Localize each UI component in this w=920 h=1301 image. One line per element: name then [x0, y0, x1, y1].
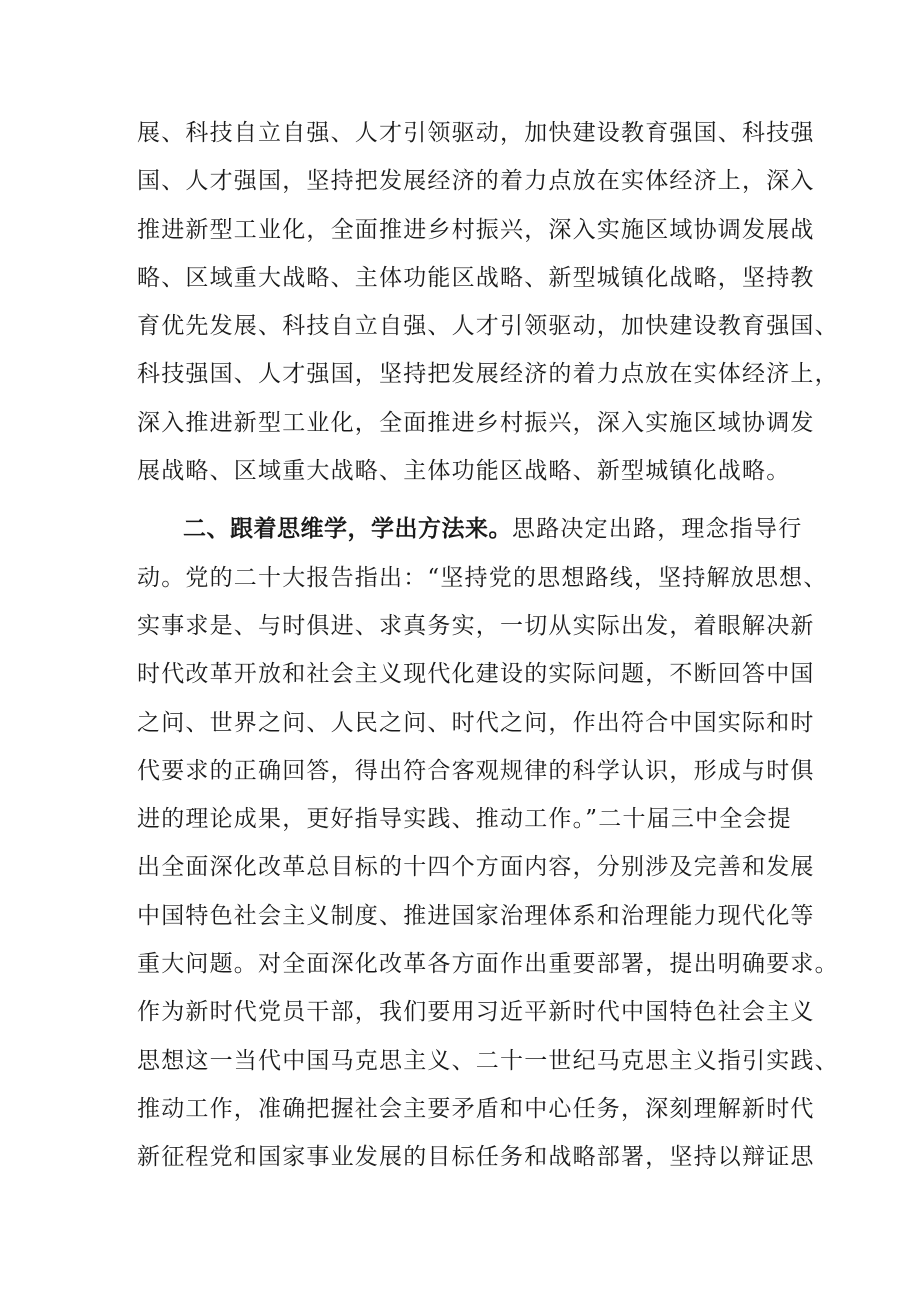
paragraph-first-line: [137, 505, 803, 553]
text-line: 深入推进新型工业化，全面推进乡村振兴，深入实施区域协调发: [137, 409, 815, 436]
text-line: 展战略、区域重大战略、主体功能区战略、新型城镇化战略。: [137, 458, 791, 485]
text-line: 进的理论成果，更好指导实践、推动工作。”二十届三中全会提: [137, 806, 792, 833]
text-line: 动。党的二十大报告指出：“坚持党的思想路线，坚持解放思想、: [137, 564, 828, 591]
text-line: 出全面深化改革总目标的十四个方面内容，分别涉及完善和发展: [137, 854, 815, 881]
text-line: 代要求的正确回答，得出符合客观规律的科学认识，形成与时俱: [137, 757, 815, 784]
text-line: 实事求是、与时俱进、求真务实，一切从实际出发，着眼解决新: [137, 612, 815, 639]
text-line: 作为新时代党员干部，我们要用习近平新时代中国特色社会主义: [137, 999, 815, 1026]
text-line: 中国特色社会主义制度、推进国家治理体系和治理能力现代化等: [137, 902, 815, 929]
text-line: 新征程党和国家事业发展的目标任务和战略部署，坚持以辩证思: [137, 1144, 815, 1171]
text-line: 思想这一当代中国马克思主义、二十一世纪马克思主义指引实践、: [137, 1047, 839, 1074]
text-line: 展、科技自立自强、人才引领驱动，加快建设教育强国、科技强: [137, 120, 815, 146]
text-line: 重大问题。对全面深化改革各方面作出重要部署，提出明确要求。: [137, 951, 839, 978]
first-line-text: 思路决定出路，理念指导行: [512, 516, 803, 543]
paragraph-section-two: [137, 505, 839, 1181]
text-line: 时代改革开放和社会主义现代化建设的实际问题，不断回答中国: [137, 661, 815, 688]
text-line: 国、人才强国，坚持把发展经济的着力点放在实体经济上，深入: [137, 168, 815, 195]
text-line: 推动工作，准确把握社会主要矛盾和中心任务，深刻理解新时代: [137, 1095, 815, 1122]
text-line: 育优先发展、科技自立自强、人才引领驱动，加快建设教育强国、: [137, 313, 839, 340]
text-line: 之问、世界之问、人民之问、时代之问，作出符合中国实际和时: [137, 709, 815, 736]
paragraph-continuation: [137, 109, 839, 495]
document-body: [137, 109, 839, 1182]
text-line: 推进新型工业化，全面推进乡村振兴，深入实施区域协调发展战: [137, 216, 815, 243]
section-heading: 二、跟着思维学，学出方法来。: [183, 516, 512, 543]
text-line: 科技强国、人才强国，坚持把发展经济的着力点放在实体经济上，: [137, 361, 839, 388]
text-line: 略、区域重大战略、主体功能区战略、新型城镇化战略，坚持教: [137, 264, 815, 291]
